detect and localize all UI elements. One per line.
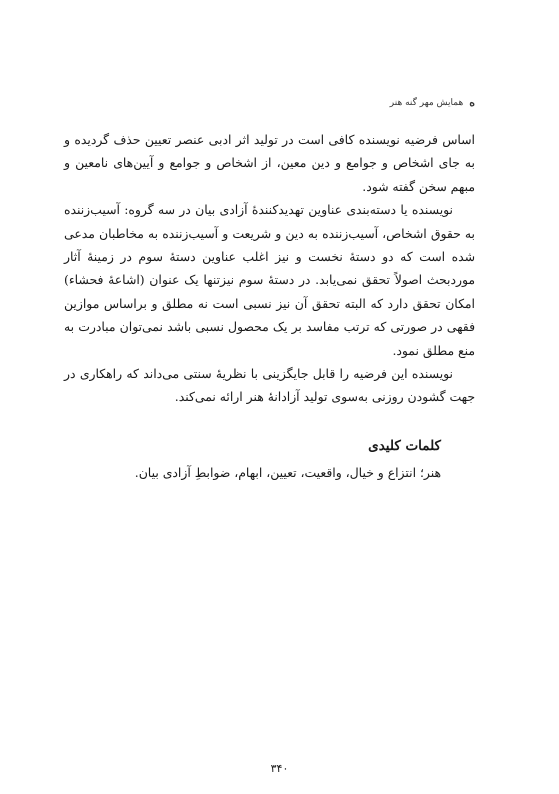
header-mark: ه xyxy=(469,96,475,109)
keywords-title: کلمات کلیدی xyxy=(368,438,441,454)
paragraph-1: اساس فرضیه نویسنده کافی است در تولید اثر ادبی عنصر تعیین حذف گردیده و به جای اشخاص و جوامع و دین معین، از اشخاص و جوامع و آیین‌های نامعین و مبهم سخن گفته شود. xyxy=(64,132,475,194)
paragraph-2: نویسنده یا دسته‌بندی عناوین تهدیدکنندهٔ آزادی بیان در سه گروه: آسیب‌زننده به حقوق اشخاص، آسیب‌زننده به دین و شریعت و آسیب‌زننده به مخاطبان مدعی شده است که دو دستهٔ نخست و نیز اغلب عناوین دستهٔ سوم در زمینهٔ آثار موردبحث اصولاً تحقق نمی‌یابد. در دستهٔ سوم نیزتنها یک عنوان (اشاعهٔ فحشاء) امکان تحقق دارد که البته تحقق آن نیز نسبی است نه مطلق و براساس موازین فقهی در صورتی که ترتب مفاسد بر یک محصول نسبی باشد نمی‌توان مبادرت به منع مطلق نمود. xyxy=(64,202,475,358)
keywords-text: هنر؛ انتزاع و خیال، واقعیت، تعیین، ابهام، ضوابطِ آزادی بیان. xyxy=(134,465,441,480)
abstract-body xyxy=(64,128,475,409)
running-header xyxy=(390,96,475,109)
running-title: همایش مهر گنه هنر xyxy=(389,97,464,108)
paragraph-3: نویسنده این فرضیه را قابل جایگزینی با نظریهٔ سنتی می‌داند که راهکاری در جهت گشودن روزنی به‌سوی تولید آزادانهٔ هنر ارائه نمی‌کند. xyxy=(64,366,475,405)
page-number: ۳۴۰ xyxy=(270,762,289,775)
